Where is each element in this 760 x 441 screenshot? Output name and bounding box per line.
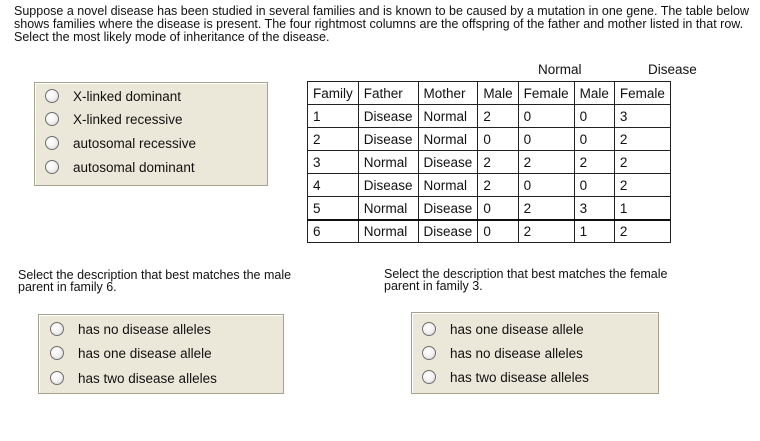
cell: 0 bbox=[574, 105, 614, 128]
radio-button[interactable] bbox=[45, 136, 59, 150]
radio-button[interactable] bbox=[50, 371, 64, 385]
group-header-disease: Disease bbox=[648, 62, 697, 77]
cell: 2 bbox=[478, 151, 518, 174]
option-label: has one disease allele bbox=[450, 321, 584, 337]
header-family: Family bbox=[308, 82, 359, 105]
cell: 1 bbox=[574, 220, 614, 243]
option-label: has no disease alleles bbox=[450, 345, 583, 361]
cell: Normal bbox=[358, 151, 418, 174]
option-x-linked-recessive[interactable] bbox=[45, 109, 183, 129]
cell: Disease bbox=[418, 197, 478, 220]
table-row bbox=[308, 151, 671, 174]
table-row bbox=[308, 105, 671, 128]
radio-button[interactable] bbox=[50, 346, 64, 360]
table-row bbox=[308, 128, 671, 151]
radio-button[interactable] bbox=[422, 370, 436, 384]
cell: 0 bbox=[574, 174, 614, 197]
female-parent-options bbox=[411, 312, 659, 394]
radio-button[interactable] bbox=[45, 89, 59, 103]
cell: 0 bbox=[574, 128, 614, 151]
cell: 6 bbox=[308, 220, 359, 243]
group-header-normal: Normal bbox=[538, 62, 582, 77]
cell: Disease bbox=[358, 105, 418, 128]
cell: 0 bbox=[478, 220, 518, 243]
male-parent-options bbox=[38, 314, 284, 394]
option-label: has no disease alleles bbox=[78, 321, 211, 337]
option-one-disease-allele[interactable] bbox=[50, 343, 212, 363]
cell: Normal bbox=[418, 128, 478, 151]
cell: Disease bbox=[358, 128, 418, 151]
option-label: has one disease allele bbox=[78, 345, 212, 361]
option-x-linked-dominant[interactable] bbox=[45, 86, 181, 106]
cell: Normal bbox=[358, 197, 418, 220]
cell: 2 bbox=[614, 128, 670, 151]
option-autosomal-dominant[interactable] bbox=[45, 157, 195, 177]
cell: 2 bbox=[614, 174, 670, 197]
header-mother: Mother bbox=[418, 82, 478, 105]
table-header-row bbox=[308, 82, 671, 105]
option-two-disease-alleles[interactable] bbox=[50, 368, 217, 388]
cell: 3 bbox=[574, 197, 614, 220]
header-disease-male: Male bbox=[574, 82, 614, 105]
cell: 1 bbox=[614, 197, 670, 220]
family-table-section bbox=[307, 61, 697, 243]
cell: 3 bbox=[614, 105, 670, 128]
table-row bbox=[308, 197, 671, 220]
cell: 2 bbox=[518, 151, 574, 174]
question-intro: Suppose a novel disease has been studied in several families and is known to be caused by a mutation in one gene. The table below shows families where the disease is present. The four rightmost columns are the offspring of the father and mother listed in that row. Select the most likely mode of inheritance of the disease. bbox=[14, 4, 749, 44]
cell: Disease bbox=[418, 151, 478, 174]
cell: 1 bbox=[308, 105, 359, 128]
option-no-disease-alleles[interactable] bbox=[50, 319, 211, 339]
cell: 2 bbox=[478, 174, 518, 197]
cell: 0 bbox=[518, 128, 574, 151]
cell: 2 bbox=[518, 197, 574, 220]
header-father: Father bbox=[358, 82, 418, 105]
cell: Normal bbox=[418, 174, 478, 197]
option-label: X-linked recessive bbox=[73, 111, 183, 127]
radio-button[interactable] bbox=[45, 160, 59, 174]
cell: Disease bbox=[418, 220, 478, 243]
option-no-disease-alleles[interactable] bbox=[422, 343, 583, 363]
option-one-disease-allele[interactable] bbox=[422, 319, 584, 339]
cell: Normal bbox=[358, 220, 418, 243]
cell: 0 bbox=[518, 174, 574, 197]
table-row bbox=[308, 174, 671, 197]
header-disease-female: Female bbox=[614, 82, 670, 105]
radio-button[interactable] bbox=[50, 322, 64, 336]
cell: 5 bbox=[308, 197, 359, 220]
option-label: has two disease alleles bbox=[450, 369, 589, 385]
option-label: has two disease alleles bbox=[78, 370, 217, 386]
offspring-group-header bbox=[307, 61, 697, 81]
radio-button[interactable] bbox=[422, 322, 436, 336]
radio-button[interactable] bbox=[45, 112, 59, 126]
option-label: autosomal dominant bbox=[73, 159, 195, 175]
table-row bbox=[308, 220, 671, 243]
option-label: X-linked dominant bbox=[73, 88, 182, 104]
header-normal-male: Male bbox=[478, 82, 518, 105]
family-table bbox=[307, 81, 671, 243]
cell: 0 bbox=[478, 128, 518, 151]
cell: 3 bbox=[308, 151, 359, 174]
cell: 2 bbox=[478, 105, 518, 128]
inheritance-mode-options bbox=[34, 82, 268, 186]
cell: 2 bbox=[518, 220, 574, 243]
cell: 4 bbox=[308, 174, 359, 197]
cell: 0 bbox=[518, 105, 574, 128]
radio-button[interactable] bbox=[422, 346, 436, 360]
female-parent-question: Select the description that best matches the female parent in family 3. bbox=[384, 267, 668, 293]
option-label: autosomal recessive bbox=[73, 135, 197, 151]
cell: 2 bbox=[614, 220, 670, 243]
male-parent-question: Select the description that best matches the male parent in family 6. bbox=[18, 268, 292, 294]
cell: 2 bbox=[308, 128, 359, 151]
option-two-disease-alleles[interactable] bbox=[422, 367, 589, 387]
cell: 2 bbox=[574, 151, 614, 174]
cell: Normal bbox=[418, 105, 478, 128]
cell: 2 bbox=[614, 151, 670, 174]
cell: 0 bbox=[478, 197, 518, 220]
option-autosomal-recessive[interactable] bbox=[45, 133, 196, 153]
header-normal-female: Female bbox=[518, 82, 574, 105]
cell: Disease bbox=[358, 174, 418, 197]
